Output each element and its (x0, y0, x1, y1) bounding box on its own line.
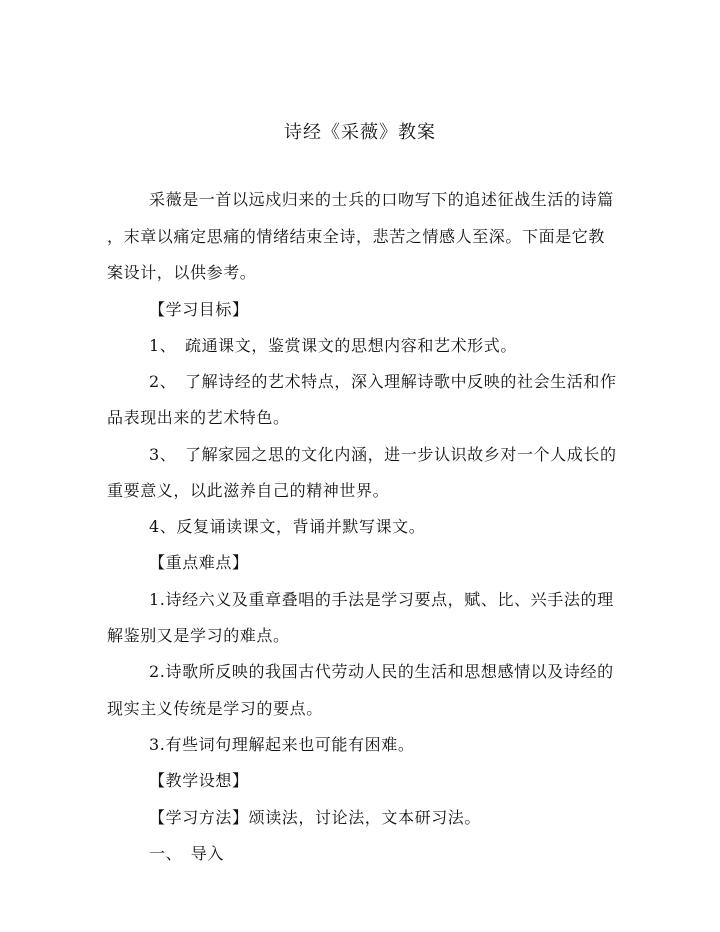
paragraph-line: 1.诗经六义及重章叠唱的手法是学习要点，赋、比、兴手法的理 (149, 590, 614, 609)
paragraph-line: 4、反复诵读课文，背诵并默写课文。 (149, 517, 426, 536)
paragraph-line: 重要意义，以此滋养自己的精神世界。 (107, 481, 390, 500)
paragraph-line: 2、 了解诗经的艺术特点，深入理解诗歌中反映的社会生活和作 (149, 372, 617, 391)
section-heading: 【教学设想】 (149, 771, 249, 790)
section-heading: 【学习方法】颂读法，讨论法，文本研习法。 (149, 808, 482, 827)
paragraph-line: ，末章以痛定思痛的情绪结束全诗，悲苦之情感人至深。下面是它教 (107, 227, 606, 246)
paragraph-line: 案设计，以供参考。 (107, 263, 257, 282)
paragraph-line: 现实主义传统是学习的要点。 (107, 699, 323, 718)
section-heading: 一、 导入 (149, 844, 225, 863)
paragraph-line: 3、 了解家园之思的文化内涵，进一步认识故乡对一个人成长的 (149, 445, 617, 464)
paragraph-line: 品表现出来的艺术特色。 (107, 408, 290, 427)
paragraph-line: 采薇是一首以远戍归来的士兵的口吻写下的追述征战生活的诗篇 (149, 190, 614, 209)
paragraph-line: 1、 疏通课文，鉴赏课文的思想内容和艺术形式。 (149, 336, 517, 355)
document-title: 诗经《采薇》教案 (284, 122, 436, 143)
paragraph-line: 3.有些词句理解起来也可能有困难。 (149, 735, 415, 754)
paragraph-line: 解鉴别又是学习的难点。 (107, 626, 290, 645)
section-heading: 【学习目标】 (149, 300, 249, 319)
paragraph-line: 2.诗歌所反映的我国古代劳动人民的生活和思想感情以及诗经的 (149, 662, 614, 681)
section-heading: 【重点难点】 (149, 553, 249, 572)
